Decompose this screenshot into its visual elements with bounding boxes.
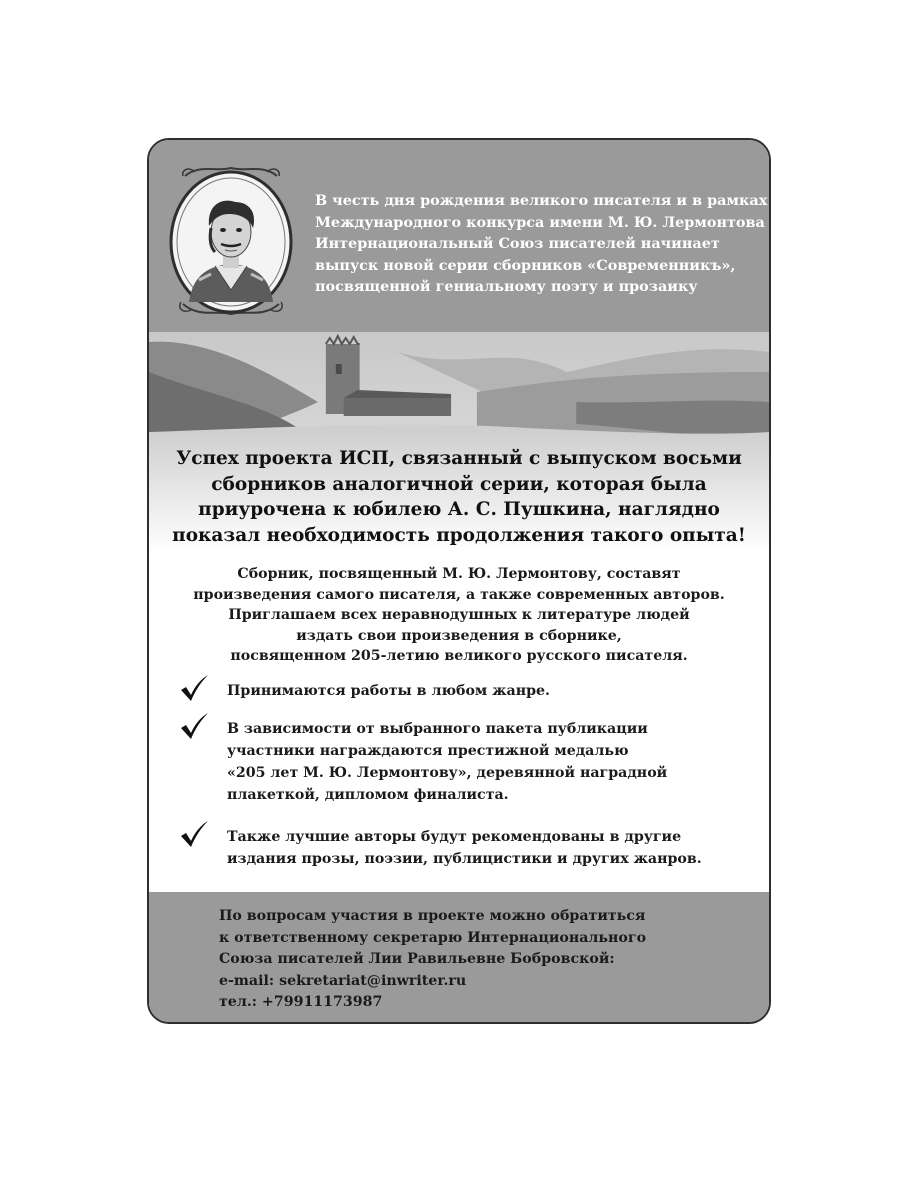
contact-phone: тел.: +79911173987 <box>219 994 383 1010</box>
paragraph-line: издать свои произведения в сборнике, <box>296 627 622 644</box>
header-band <box>149 140 769 332</box>
intro-text <box>315 190 767 298</box>
paragraph-line: произведения самого писателя, а также современных авторов. <box>193 586 725 603</box>
contact-band <box>149 892 769 1024</box>
description-paragraph <box>149 564 769 667</box>
contact-email: e-mail: sekretariat@inwriter.ru <box>219 972 467 989</box>
portrait-medallion-icon <box>165 162 297 318</box>
headline-line: сборников аналогичной серии, которая была <box>211 473 707 495</box>
bullet-line: плакеткой, дипломом финалиста. <box>227 787 509 803</box>
headline-line: показал необходимость продолжения такого опыта! <box>172 524 746 546</box>
intro-line: выпуск новой серии сборников «Современникъ», <box>315 256 736 274</box>
bullet-line: участники награждаются престижной медалью <box>227 743 629 759</box>
bullet-line: В зависимости от выбранного пакета публикации <box>227 721 648 737</box>
checkmark-icon <box>179 820 209 848</box>
bullet-text <box>227 826 702 870</box>
headline-line: Успех проекта ИСП, связанный с выпуском восьми <box>176 448 742 469</box>
contact-line: По вопросам участия в проекте можно обратиться <box>219 908 646 924</box>
intro-line: Международного конкурса имени М. Ю. Лермонтова <box>315 213 765 231</box>
checkmark-icon <box>179 712 209 740</box>
contact-line: Союза писателей Лии Равильевне Бобровской: <box>219 951 615 967</box>
paragraph-line: посвященном 205-летию великого русского писателя. <box>230 648 688 664</box>
bullet-line: издания прозы, поэзии, публицистики и других жанров. <box>227 851 702 867</box>
bullet-text <box>227 680 550 702</box>
contact-line: к ответственному секретарю Интернационального <box>219 929 647 946</box>
headline-line: приурочена к юбилею А. С. Пушкина, наглядно <box>198 499 720 520</box>
intro-line: посвященной гениальному поэту и прозаику <box>315 278 698 295</box>
bullet-line: Принимаются работы в любом жанре. <box>227 683 550 699</box>
announcement-card <box>147 138 771 1024</box>
bullet-text <box>227 718 667 806</box>
paragraph-line: Сборник, посвященный М. Ю. Лермонтову, составят <box>237 566 681 582</box>
paragraph-line: Приглашаем всех неравнодушных к литературе людей <box>228 607 690 623</box>
intro-line: Интернациональный Союз писателей начинает <box>315 235 720 252</box>
bullet-line: «205 лет М. Ю. Лермонтову», деревянной наградной <box>227 765 668 781</box>
contact-info <box>219 906 646 1014</box>
bullet-line: Также лучшие авторы будут рекомендованы в другие <box>227 829 682 845</box>
intro-line: В честь дня рождения великого писателя и в рамках <box>315 192 768 209</box>
headline <box>149 446 769 548</box>
checkmark-icon <box>179 674 209 702</box>
